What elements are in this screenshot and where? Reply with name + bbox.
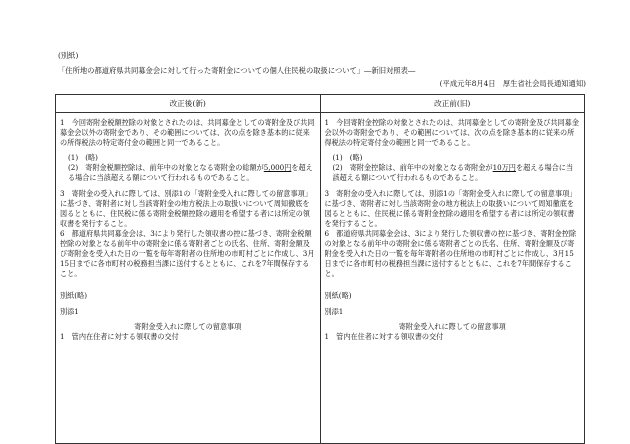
new-item-2-text-a: (2) 寄附金税額控除は、前年中の対象となる寄附金の総額が — [68, 163, 264, 173]
old-attachment-heading: 寄附金受入れに際しての留意事項 — [398, 321, 506, 331]
new-column — [56, 113, 321, 444]
new-attachment-item-1: 1 管内在住者に対する領収書の交付 — [60, 331, 179, 341]
old-item-2 — [325, 163, 581, 183]
new-item-2 — [60, 163, 316, 183]
new-item-2-text-b: を超える場合に当該超える額について行われるものであること。 — [68, 163, 313, 183]
old-attachment-1: 別添1 — [324, 306, 344, 316]
new-attachment-omitted: 別紙(略) — [60, 291, 87, 301]
comparison-table — [55, 94, 585, 444]
old-paragraph-3: 3 寄附金の受入れに際しては、別添1の「寄附金受入れに際しての留意事項」に基づき、寄附者に対し当該寄附金の地方税法上の取扱いについて周知徹底を図るとともに、住民税に係る寄附金控除の適用を希望する者には所定の領収書を発行すること。 — [324, 188, 577, 228]
old-attachment-omitted: 別紙(略) — [324, 291, 352, 301]
new-paragraph-6: 6 都道府県共同募金会は、3により発行した領収書の控に基づき、寄附金税額控除の対象となる前年中の寄附金に係る寄附者ごとの氏名、住所、寄附金額及び寄附金を受入れた日の一覧を毎年寄附者の住所地の市町村ごとに作成し、3月15日までに各市町村の税務担当課に送付するとともに、これを7年間保存すること。 — [60, 228, 315, 279]
old-item-1: (1) (略) — [332, 153, 363, 163]
old-paragraph-1: 1 今回寄附金控除の対象とされたのは、共同募金としての寄附金及び共同募金会以外の寄附金であり、その範囲については、次の点を除き基本的に従来の所得税法の特定寄付金の範囲と同一であること。 — [324, 118, 579, 148]
new-paragraph-3: 3 寄附金の受入れに際しては、別添1の「寄附金受入れに際しての留意事項」に基づき、寄附者に対し当該寄附金の地方税法上の取扱いについて周知徹底を図るとともに、住民税に係る寄附金税額控除の適用を希望する者には所定の領収書を発行すること。 — [60, 188, 312, 228]
appendix-label: (別紙) — [58, 51, 79, 60]
old-column — [320, 113, 585, 444]
new-item-2-amount: 5,000円 — [263, 163, 292, 173]
document-title: 「住所地の都道府県共同募金会に対して行った寄附金についての個人住民税の取扱について」―新旧対照表― — [58, 66, 416, 75]
table-header-row — [56, 95, 585, 113]
old-attachment-item-1: 1 管内在住者に対する領収書の交付 — [324, 331, 444, 341]
new-attachment-1: 別添1 — [60, 306, 79, 316]
table-body-row — [56, 113, 585, 444]
new-attachment-heading: 寄附金受入れに際しての留意事項 — [134, 321, 242, 331]
new-item-1: (1) (略) — [68, 153, 98, 163]
old-item-2-amount: 10万円 — [492, 163, 516, 173]
notice-reference: (平成元年8月4日 厚生省社会局長通知通知) — [439, 79, 586, 88]
column-header-new: 改正後(新) — [56, 95, 321, 113]
old-paragraph-6: 6 都道府県共同募金会は、3により発行した領収書の控に基づき、寄附金控除の対象となる前年中の寄附金に係る寄附者ごとの氏名、住所、寄附金額及び寄附金を受入れた日の一覧を毎年寄附者の住所地の市町村ごとに作成し、3月15日までに各市町村の税務担当課に送付するとともに、これを7年間保存すること。 — [324, 228, 577, 279]
old-item-2-text-b: を超える場合に当該超える額について行われるものであること。 — [332, 163, 574, 183]
old-item-2-text-a: (2) 寄附金控除は、前年中の対象となる寄附金が — [332, 163, 493, 173]
column-header-old: 改正前(旧) — [320, 95, 585, 113]
new-paragraph-1: 1 今回寄附金税額控除の対象とされたのは、共同募金としての寄附金及び共同募金会以外の寄附金であり、その範囲については、次の点を除き基本的に従来の所得税法の特定寄付金の範囲と同一であること。 — [60, 118, 315, 148]
